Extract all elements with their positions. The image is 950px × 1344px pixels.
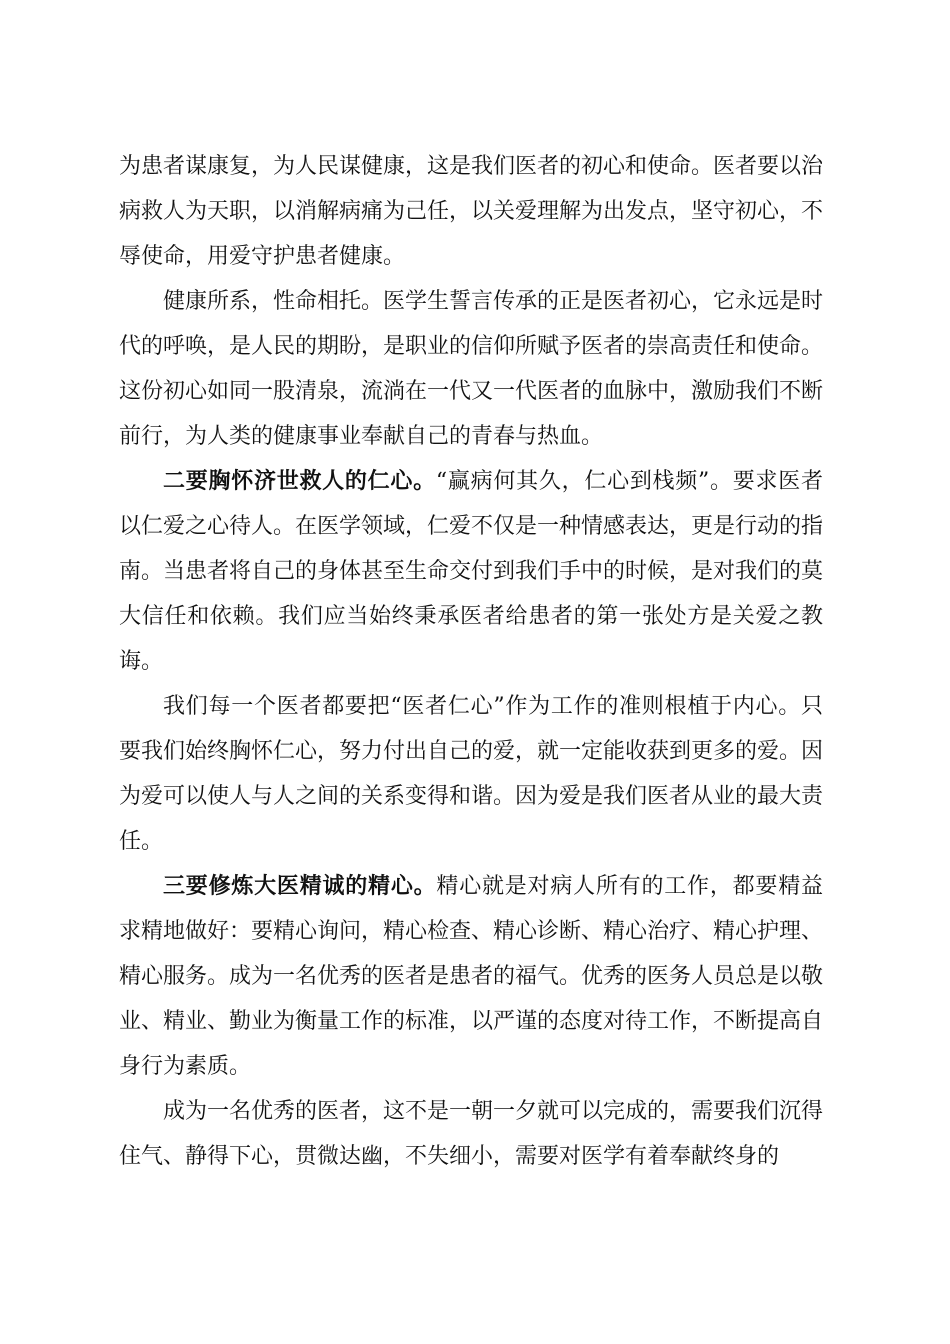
document-body — [119, 144, 823, 1179]
paragraph-4-text: 我们每一个医者都要把“医者仁心”作为工作的准则根植于内心。只要我们始终胸怀仁心，努力付出自己的爱，就一定能收获到更多的爱。因为爱可以使人与人之间的关系变得和谐。因为爱是我们医者从业的最大责任。 — [119, 694, 824, 854]
paragraph-6-text: 成为一名优秀的医者，这不是一朝一夕就可以完成的，需要我们沉得住气、静得下心，贯微达幽，不失细小，需要对医学有着奉献终身的 — [119, 1099, 824, 1169]
paragraph-1 — [119, 144, 823, 279]
paragraph-2 — [119, 279, 823, 459]
paragraph-5-text: 精心就是对病人所有的工作，都要精益求精地做好：要精心询问，精心检查、精心诊断、精心治疗、精心护理、精心服务。成为一名优秀的医者是患者的福气。优秀的医务人员总是以敬业、精业、勤业为衡量工作的标准，以严谨的态度对待工作，不断提高自身行为素质。 — [119, 874, 824, 1079]
paragraph-1-text: 为患者谋康复，为人民谋健康，这是我们医者的初心和使命。医者要以治病救人为天职，以消解病痛为己任，以关爱理解为出发点，坚守初心，不辱使命，用爱守护患者健康。 — [119, 154, 824, 269]
paragraph-3 — [119, 459, 823, 684]
section-heading-2: 二要胸怀济世救人的仁心。 — [163, 468, 436, 494]
paragraph-6 — [119, 1089, 823, 1179]
paragraph-5 — [119, 864, 823, 1089]
section-heading-3: 三要修炼大医精诚的精心。 — [163, 873, 437, 899]
paragraph-2-text: 健康所系，性命相托。医学生誓言传承的正是医者初心，它永远是时代的呼唤，是人民的期盼，是职业的信仰所赋予医者的崇高责任和使命。这份初心如同一股清泉，流淌在一代又一代医者的血脉中，激励我们不断前行，为人类的健康事业奉献自己的青春与热血。 — [119, 289, 824, 449]
paragraph-3-text: “赢病何其久，仁心到栈频”。要求医者以仁爱之心待人。在医学领域，仁爱不仅是一种情感表达，更是行动的指南。当患者将自己的身体甚至生命交付到我们手中的时候，是对我们的莫大信任和依赖。我们应当始终秉承医者给患者的第一张处方是关爱之教诲。 — [119, 469, 824, 674]
paragraph-4 — [119, 684, 823, 864]
